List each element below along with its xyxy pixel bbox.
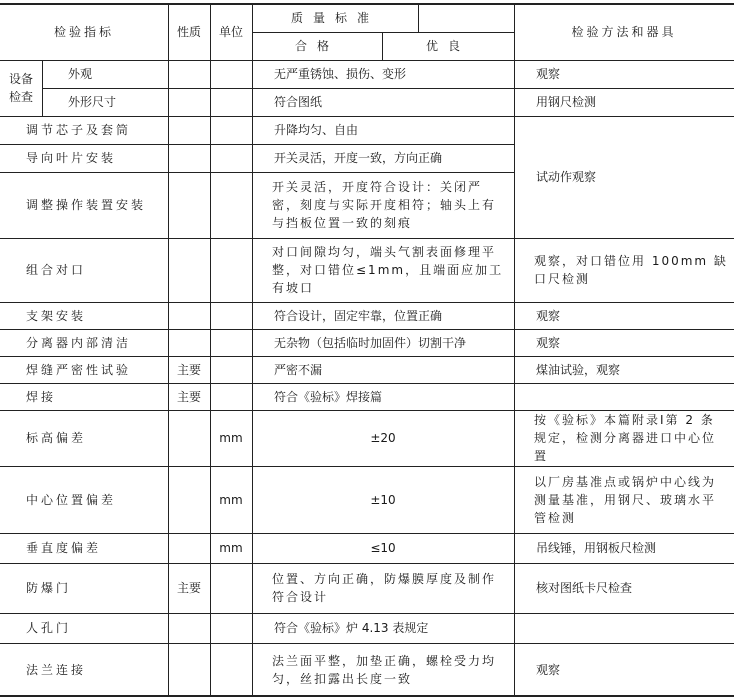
row-standard: 符合图纸 [274, 95, 323, 109]
row-method: 试动作观察 [536, 170, 597, 184]
row-divider [0, 533, 734, 534]
row-item: 法兰连接 [26, 662, 87, 677]
col-divider [252, 3, 253, 697]
row-standard: ≤10 [370, 541, 396, 555]
header-nature: 性质 [176, 25, 201, 39]
row-standard: 符合《验标》炉 4.13 表规定 [274, 621, 429, 635]
col-divider [382, 32, 383, 60]
row-item: 防爆门 [26, 581, 72, 595]
row-item: 焊接 [26, 389, 57, 404]
row-item: 调整操作装置安装 [26, 198, 147, 212]
row-item: 外形尺寸 [68, 95, 117, 109]
row-item: 焊缝严密性试验 [26, 362, 132, 377]
row-standard: 位置、方向正确，防爆膜厚度及制作符合设计 [272, 572, 497, 604]
row-divider [252, 32, 514, 33]
row-divider [0, 613, 734, 614]
row-method: 观察 [536, 662, 561, 677]
row-method: 煤油试验，观察 [536, 362, 621, 377]
row-standard: 严密不漏 [274, 362, 323, 377]
row-method: 按《验标》本篇附录Ⅰ第 2 条规定，检测分离器进口中心位置 [534, 413, 717, 463]
row-standard: 开关灵活，开度符合设计：关闭严密，刻度与实际开度相符；轴头上有与挡板位置一致的刻痕 [272, 180, 497, 230]
row-nature: 主要 [176, 581, 201, 595]
row-unit: mm [219, 431, 243, 445]
row-divider [0, 172, 514, 173]
header-item: 检验指标 [53, 25, 114, 39]
table-border-bottom [0, 695, 734, 697]
row-item: 分离器内部清洁 [26, 335, 132, 350]
row-unit: mm [219, 541, 243, 555]
row-standard: ±20 [370, 431, 396, 445]
row-divider [0, 410, 734, 411]
row-item: 垂直度偏差 [26, 541, 102, 555]
col-divider [210, 3, 211, 697]
row-divider [42, 88, 734, 89]
row-nature: 主要 [176, 362, 201, 377]
row-item: 外观 [68, 67, 93, 81]
row-method: 用钢尺检测 [536, 95, 597, 109]
row-method: 观察 [536, 67, 561, 81]
row-item: 标高偏差 [26, 431, 87, 445]
row-method: 观察 [536, 335, 561, 350]
row-method: 观察，对口错位用 100mm 缺口尺检测 [534, 254, 728, 286]
header-excellent: 优良 [425, 39, 470, 53]
row-item: 人孔门 [26, 621, 72, 635]
row-standard: 符合《验标》焊接篇 [274, 389, 383, 404]
row-standard: 符合设计，固定牢靠，位置正确 [274, 308, 443, 323]
row-standard: 无严重锈蚀、损伤、变形 [274, 67, 407, 81]
col-divider [418, 3, 419, 32]
col-divider [42, 60, 43, 116]
row-nature: 主要 [176, 389, 201, 404]
row-divider [0, 563, 734, 564]
row-divider [0, 302, 734, 303]
row-standard: 对口间隙均匀，端头气割表面修理平整，对口错位≤1mm，且端面应加工有坡口 [272, 245, 504, 295]
row-method: 以厂房基准点或锅炉中心线为测量基准，用钢尺、玻璃水平管检测 [534, 474, 717, 525]
row-divider [0, 144, 514, 145]
row-divider [0, 466, 734, 467]
row-divider [0, 60, 734, 61]
row-standard: 法兰面平整，加垫正确，螺栓受力均匀，丝扣露出长度一致 [272, 653, 497, 686]
row-item: 组合对口 [26, 263, 87, 277]
row-unit: mm [219, 492, 243, 507]
row-divider [0, 356, 734, 357]
row-divider [0, 383, 734, 384]
header-qualified: 合格 [294, 39, 339, 53]
row-method: 观察 [536, 308, 561, 323]
group-label [0, 60, 42, 116]
header-method: 检验方法和器具 [571, 25, 677, 39]
row-standard: ±10 [370, 492, 396, 507]
header-unit: 单位 [218, 25, 243, 39]
row-standard: 无杂物（包括临时加固件）切割干净 [274, 335, 467, 350]
col-divider [514, 3, 515, 697]
row-item: 调节芯子及套筒 [26, 123, 132, 137]
group-label-line1: 设备 [8, 72, 33, 86]
row-divider [0, 329, 734, 330]
row-standard: 开关灵活，开度一致，方向正确 [274, 151, 443, 165]
row-item: 导向叶片安装 [26, 151, 117, 165]
row-item: 中心位置偏差 [26, 492, 117, 507]
row-standard: 升降均匀、自由 [274, 123, 359, 137]
col-divider [168, 3, 169, 697]
group-label-line2: 检查 [8, 90, 33, 104]
row-divider [0, 238, 734, 239]
row-divider [0, 643, 734, 644]
header-standard: 质量标准 [290, 11, 379, 25]
row-method: 核对图纸卡尺检查 [536, 581, 633, 595]
row-item: 支架安装 [26, 308, 87, 323]
row-method: 吊线锤，用钢板尺检测 [536, 541, 657, 555]
row-divider [0, 116, 734, 117]
table-border-top [0, 3, 734, 5]
